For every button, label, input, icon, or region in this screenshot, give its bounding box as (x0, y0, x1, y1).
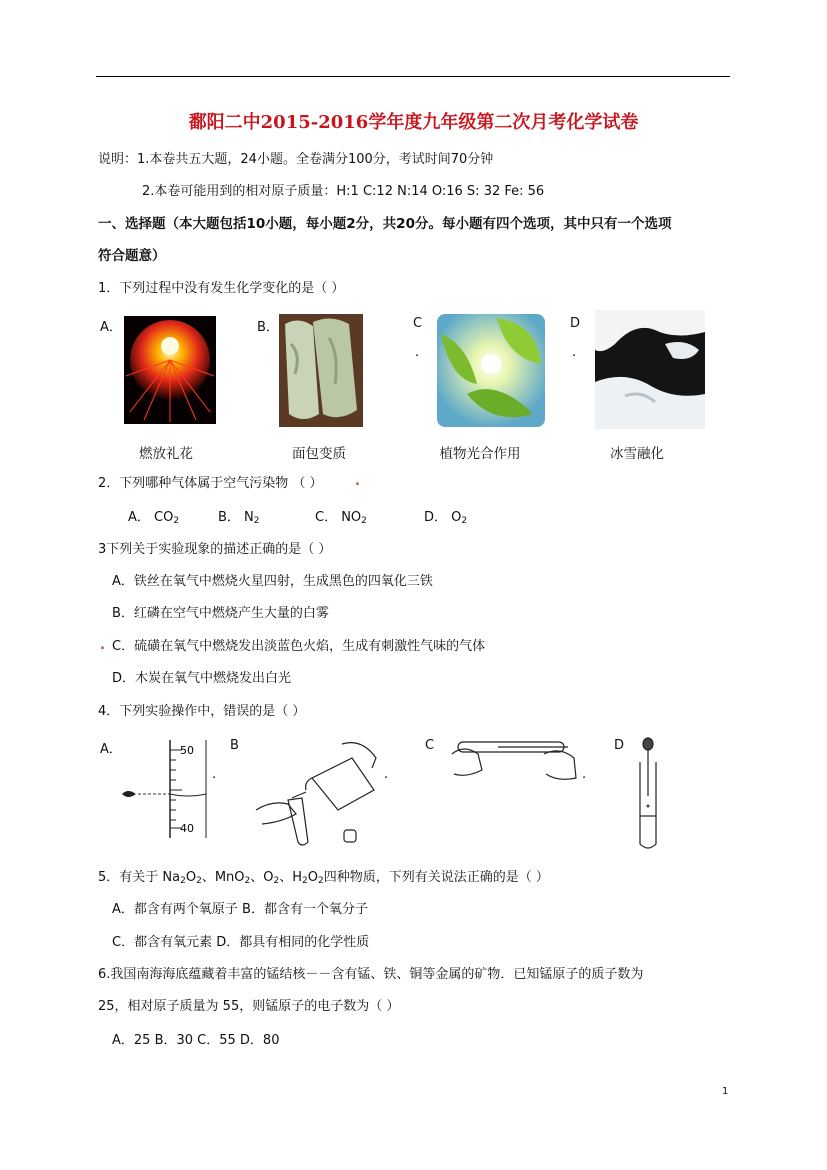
q2-option-b: B． $N_2$ (218, 510, 260, 526)
q1-dot-c: . (415, 345, 420, 360)
graduated-cylinder-reading-image (118, 738, 210, 838)
section-heading-1: 一、选择题（本大题包括10小题，每小题2分，共20分。每小题有四个选项，其中只有一个选项 (98, 216, 672, 232)
dropper-in-tube-image (634, 736, 662, 854)
q5-options-row-1: A．都含有两个氧原子 B．都含有一个氧分子 (112, 902, 368, 917)
q2-option-a: A． $CO_2$ (128, 510, 180, 526)
q1-stem: 1．下列过程中没有发生化学变化的是（ ） (98, 281, 345, 296)
q3-option-c: C．硫磺在氧气中燃烧发出淡蓝色火焰，生成有刺激性气味的气体 (112, 639, 486, 654)
header-rule (96, 76, 730, 77)
pouring-liquid-image (252, 738, 382, 850)
q2-stem: 2．下列哪种气体属于空气污染物 （ ） (98, 476, 323, 491)
q1-caption-c: 植物光合作用 (439, 446, 521, 462)
q6-stem-1: 6.我国南海海底蕴藏着丰富的锰结核－－含有锰、铁、铜等金属的矿物．已知锰原子的质子数为 (98, 967, 644, 982)
q2-option-d: D． $O_2$ (424, 510, 468, 526)
fireworks-image (124, 316, 216, 424)
note-1: 说明：1.本卷共五大题，24小题。全卷满分100分，考试时间70分钟 (98, 152, 494, 167)
q4-label-c: C (425, 738, 435, 753)
q5-options-row-2: C．都含有氧元素 D．都具有相同的化学性质 (112, 935, 370, 950)
q4-label-b: B (230, 738, 239, 753)
q1-label-d: D (570, 316, 581, 331)
q4-dot-b: . (384, 767, 389, 782)
q3-option-b: B．红磷在空气中燃烧产生大量的白雾 (112, 606, 329, 621)
q4-dot-a: . (212, 767, 217, 782)
q4-dot-c: . (582, 767, 587, 782)
q1-label-c: C (413, 316, 423, 331)
q1-dot-d: . (572, 345, 577, 360)
q1-label-b: B． (257, 320, 279, 335)
q4-label-d: D (614, 738, 625, 753)
q3-stem: 3下列关于实验现象的描述正确的是（ ） (98, 542, 332, 557)
q2-option-c: C． $NO_2$ (315, 510, 367, 526)
q1-caption-d: 冰雪融化 (610, 446, 664, 462)
q1-label-a: A． (100, 320, 122, 335)
heating-test-tube-image (448, 734, 580, 784)
q6-options: A．25 B．30 C．55 D．80 (112, 1033, 280, 1048)
page-title: 鄱阳二中2015-2016学年度九年级第二次月考化学试卷 (188, 112, 639, 133)
q4-label-a: A． (100, 742, 122, 757)
q4-stem: 4．下列实验操作中，错误的是（ ） (98, 704, 306, 719)
melting-snow-image (595, 310, 705, 429)
q3-option-d: D．木炭在氧气中燃烧发出白光 (112, 671, 292, 686)
page-number: 1 (722, 1086, 729, 1097)
moldy-bread-image (279, 314, 363, 427)
section-heading-2: 符合题意） (98, 248, 166, 264)
q1-caption-b: 面包变质 (292, 446, 346, 462)
scale-label-50: 50 (180, 744, 194, 757)
note-2: 2.本卷可能用到的相对原子质量：H:1 C:12 N:14 O:16 S: 32 Fe: 56 (142, 184, 545, 199)
q2-mark: . (355, 474, 360, 489)
q6-stem-2: 25，相对原子质量为 55，则锰原子的电子数为（ ） (98, 999, 400, 1014)
q3-option-a: A．铁丝在氧气中燃烧火星四射，生成黑色的四氧化三铁 (112, 574, 433, 589)
q5-stem: 5．有关于 $Na_2O_2$、MnO$_2$、$O_2$、$H_2O_2$四种物质，下列有关说法正确的是（ ） (98, 870, 549, 886)
q3-mark: . (100, 638, 105, 653)
scale-label-40: 40 (180, 822, 194, 835)
leaves-sunlight-image (437, 314, 545, 427)
q1-caption-a: 燃放礼花 (139, 446, 193, 462)
